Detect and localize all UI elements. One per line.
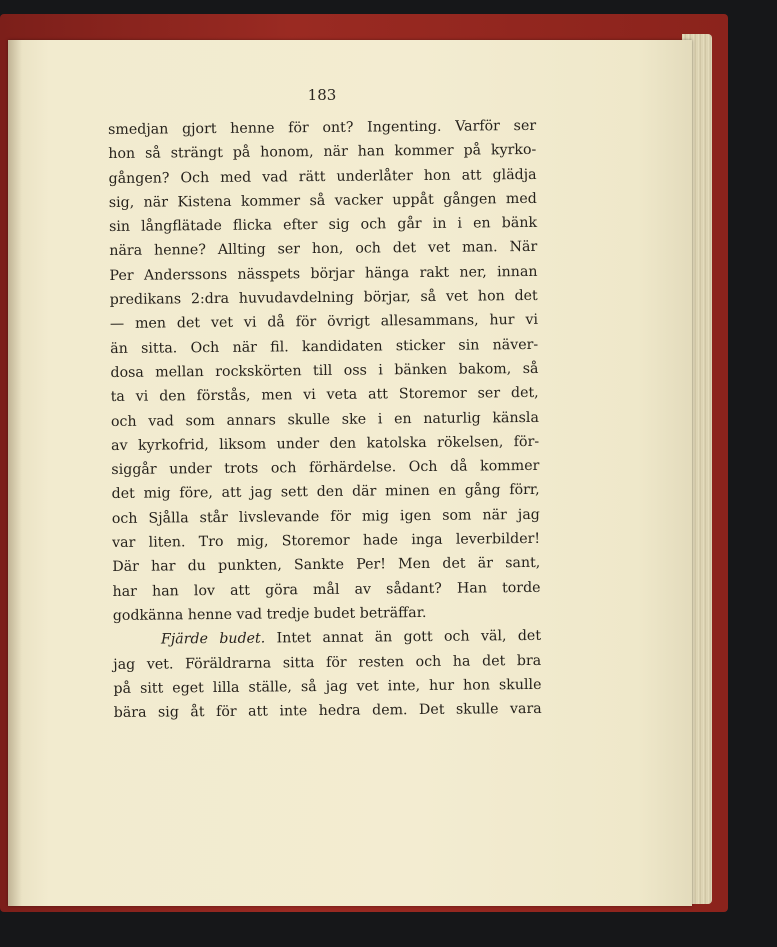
page-number: 183 bbox=[307, 86, 337, 104]
text-line: Där har du punkten, Sankte Per! Men det är sant, bbox=[112, 555, 541, 576]
text-line: av kyrkofrid, liksom under den katolska rökelsen, för- bbox=[111, 433, 540, 454]
text-line: hon så strängt på honom, när han kommer på kyrko- bbox=[108, 142, 537, 163]
text-line: än sitta. Och när fil. kandidaten sticker sin näver- bbox=[110, 336, 539, 357]
text-line: bära sig åt för att inte hedra dem. Det skulle vara bbox=[113, 700, 542, 722]
gutter-shadow bbox=[8, 40, 22, 906]
text-line: godkänna henne vad tredje budet beträffar. bbox=[112, 604, 427, 624]
body-text bbox=[108, 114, 542, 726]
text-line-rest: Intet annat än gott och väl, det bbox=[265, 628, 542, 647]
text-line: Per Anderssons nässpets börjar hänga rakt ner, innan bbox=[109, 263, 538, 284]
text-line: på sitt eget lilla ställe, så jag vet inte, hur hon skulle bbox=[113, 676, 542, 697]
text-line: predikans 2:dra huvudavdelning börjar, så vet hon det bbox=[109, 287, 538, 309]
text-line: dosa mellan rockskörten till oss i bänken bakom, så bbox=[110, 360, 539, 381]
text-line: gången? Och med vad rätt underlåter hon att glädja bbox=[108, 166, 537, 187]
text-line: smedjan gjort henne för ont? Ingenting. Varför ser bbox=[108, 117, 537, 138]
text-line: jag vet. Föräldrarna sitta för resten och ha det bra bbox=[113, 652, 542, 673]
text-line bbox=[113, 624, 541, 652]
text-line: ta vi den förstås, men vi veta att Storemor ser det, bbox=[110, 385, 539, 406]
text-line: — men det vet vi då för övrigt allesammans, hur vi bbox=[109, 312, 539, 333]
text-line: siggår under trots och förhärdelse. Och då kommer bbox=[111, 458, 540, 479]
text-line: sig, när Kistena kommer så vacker uppåt gången med bbox=[108, 190, 537, 211]
text-line: och Sjålla står livslevande för mig igen som när jag bbox=[111, 506, 540, 527]
text-line: sin långflätade flicka efter sig och går in i en bänk bbox=[108, 215, 538, 236]
section-heading: Fjärde budet. bbox=[160, 630, 266, 648]
text-line: har han lov att göra mål av sådant? Han torde bbox=[112, 579, 541, 600]
text-line: var liten. Tro mig, Storemor hade inga leverbilder! bbox=[112, 530, 541, 552]
text-line: det mig före, att jag sett den där minen en gång förr, bbox=[111, 482, 540, 503]
text-line: nära henne? Allting ser hon, och det vet man. När bbox=[109, 239, 538, 260]
text-line: och vad som annars skulle ske i en naturlig känsla bbox=[110, 409, 539, 430]
